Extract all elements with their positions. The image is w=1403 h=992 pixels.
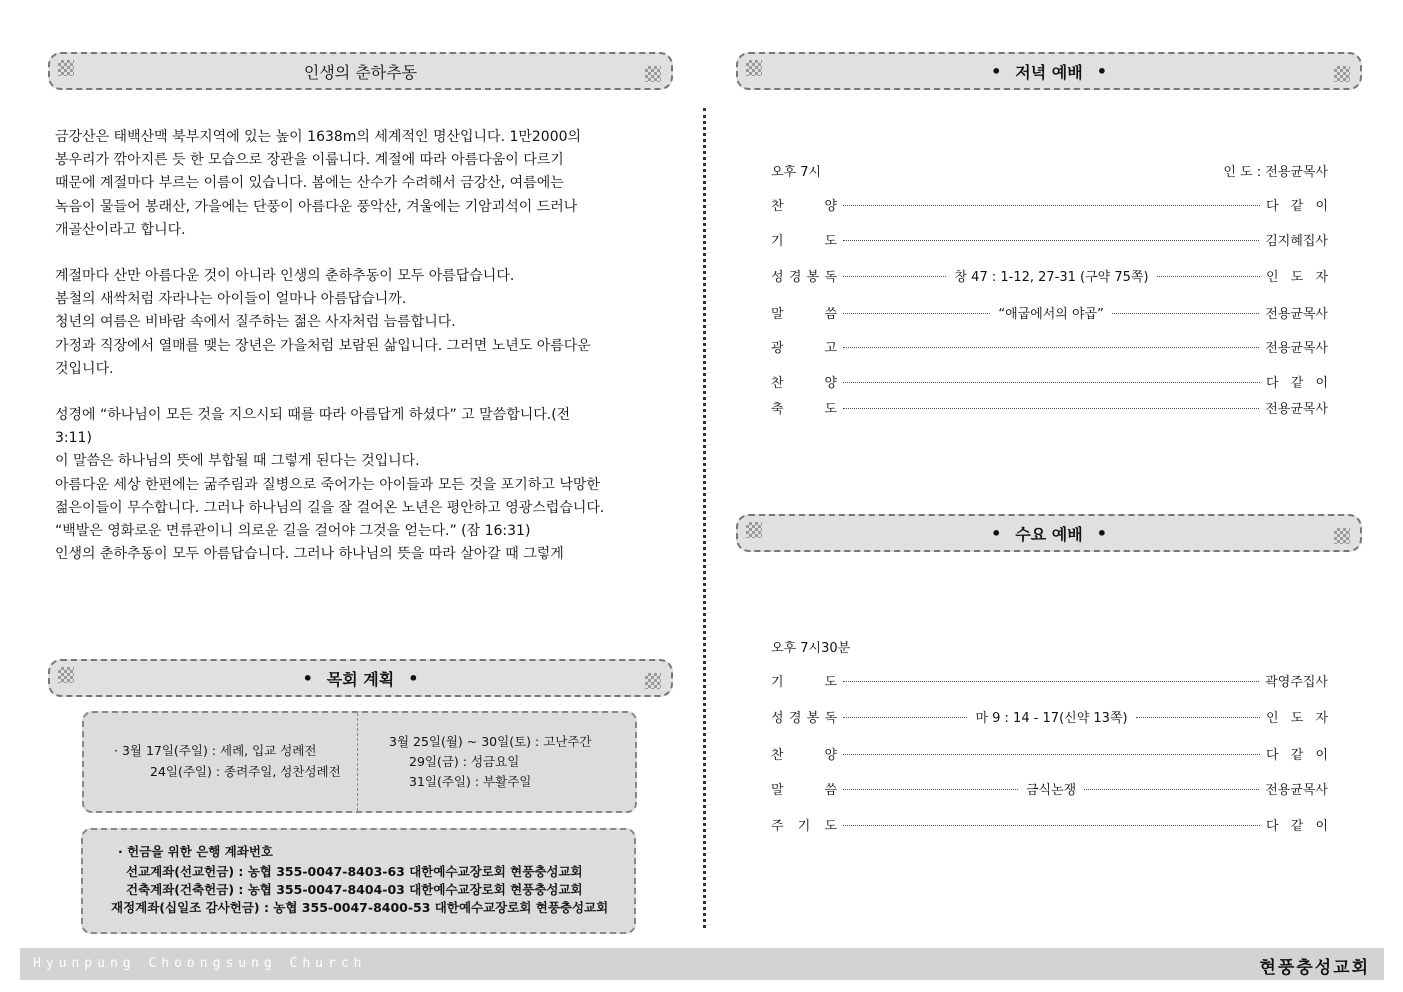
article-line: 봄철의 새싹처럼 자라나는 아이들이 얼마나 아름답습니까. — [55, 291, 407, 308]
service-item-person: 인 도 자 — [1266, 710, 1329, 726]
plan-item: 3월 25일(월) ~ 30일(토) : 고난주간 — [389, 734, 592, 749]
plan-left-column — [84, 713, 358, 811]
service-item-label: 기 도 — [771, 233, 837, 249]
service-item-person: 다 같 이 — [1266, 747, 1328, 763]
service-item-detail: 금식논쟁 — [1025, 782, 1077, 798]
leader-dots — [843, 382, 1260, 383]
footer-church-name-english: Hyunpung Choongsung Church — [33, 956, 367, 971]
pattern-corner-icon — [746, 60, 762, 76]
evening-leader: 인 도 : 전용균목사 — [1223, 164, 1328, 180]
service-item-label: 말 씀 — [771, 782, 837, 798]
plan-item: 31일(주일) : 부활주일 — [409, 774, 532, 789]
leader-dots — [1112, 313, 1259, 314]
service-row — [771, 371, 1328, 391]
bank-title: · 헌금을 위한 은행 계좌번호 — [118, 844, 273, 859]
bullet-icon: • — [991, 61, 1002, 81]
bullet-icon: • — [1096, 61, 1107, 81]
service-row — [771, 814, 1328, 834]
service-item-label: 주 기 도 — [771, 818, 837, 834]
leader-dots — [843, 240, 1259, 241]
service-item-person: 다 같 이 — [1266, 818, 1328, 834]
service-item-label: 축 도 — [771, 401, 837, 417]
service-item-person: 전용균목사 — [1265, 340, 1328, 356]
article-line: 것입니다. — [55, 360, 114, 377]
evening-order-of-service — [771, 160, 1328, 420]
wednesday-worship-header — [736, 514, 1362, 552]
article-line: 이 말씀은 하나님의 뜻에 부합될 때 그렇게 된다는 것입니다. — [55, 453, 420, 470]
leader-dots — [843, 825, 1260, 826]
bullet-icon: • — [302, 668, 313, 688]
article-line: 아름다운 세상 한편에는 굶주림과 질병으로 죽어가는 아이들과 모든 것을 포기하고 낙망한 — [55, 476, 600, 493]
service-item-label: 기 도 — [771, 674, 837, 690]
evening-worship-header — [736, 52, 1362, 90]
service-row — [771, 706, 1328, 726]
pattern-corner-icon — [58, 60, 74, 76]
plan-item: 24일(주일) : 종려주일, 성찬성례전 — [150, 764, 341, 779]
bank-line: 선교계좌(선교헌금) : 농협 355-0047-8403-63 대한예수교장로회 현풍충성교회 — [126, 864, 583, 879]
article-line: 때문에 계절마다 부르는 이름이 있습니다. 봄에는 산수가 수려해서 금강산, 여름에는 — [55, 175, 564, 192]
column-divider — [703, 108, 706, 928]
service-item-detail: “애굽에서의 야곱” — [998, 306, 1104, 322]
evening-time-line — [771, 160, 1328, 180]
bank-line: 재정계좌(십일조 감사헌금) : 농협 355-0047-8400-53 대한예수교장로회 현풍충성교회 — [111, 900, 609, 915]
service-row — [771, 778, 1328, 798]
plan-right-column — [358, 713, 635, 811]
evening-time: 오후 7시 — [771, 164, 822, 180]
pastoral-plan-title: 목회 계획 — [326, 669, 395, 689]
article-line: 금강산은 태백산맥 북부지역에 있는 높이 1638m의 세계적인 명산입니다. 1만2000의 — [55, 129, 582, 145]
wednesday-time: 오후 7시30분 — [771, 640, 851, 656]
pattern-corner-icon — [58, 667, 74, 683]
service-row — [771, 397, 1328, 417]
service-item-label: 찬 양 — [771, 375, 837, 391]
pastoral-plan-box — [82, 711, 637, 813]
service-item-person: 김지혜집사 — [1265, 233, 1328, 249]
service-item-person: 전용균목사 — [1265, 782, 1328, 798]
pattern-corner-icon — [645, 673, 661, 689]
leader-dots — [843, 313, 990, 314]
leader-dots — [843, 276, 946, 277]
leader-dots — [843, 717, 967, 718]
wednesday-worship-title: 수요 예배 — [1015, 524, 1083, 544]
article-header — [48, 52, 673, 90]
article-line: 성경에 “하나님이 모든 것을 지으시되 때를 따라 아름답게 하셨다” 고 말씀합니다.(전 — [55, 407, 571, 424]
leader-dots — [843, 347, 1259, 348]
evening-worship-title: 저녁 예배 — [1015, 62, 1083, 82]
service-item-label: 찬 양 — [771, 747, 837, 763]
footer-bar — [20, 948, 1384, 980]
service-item-label: 말 씀 — [771, 306, 837, 322]
service-item-label: 성 경 봉 독 — [771, 710, 837, 726]
service-item-person: 다 같 이 — [1266, 198, 1328, 214]
article-line: 청년의 여름은 비바람 속에서 질주하는 젊은 사자처럼 늠름합니다. — [55, 314, 456, 331]
article-line: 녹음이 물들어 봉래산, 가을에는 단풍이 아름다운 풍악산, 겨울에는 기암괴석이 드러나 — [55, 198, 578, 215]
article-title: 인생의 춘하추동 — [303, 62, 418, 82]
leader-dots — [1084, 789, 1259, 790]
article-line: 인생의 춘하추동이 모두 아름답습니다. 그러나 하나님의 뜻을 따라 살아갈 때 그렇게 — [55, 546, 564, 563]
leader-dots — [1157, 276, 1260, 277]
bank-account-box — [81, 828, 636, 934]
pattern-corner-icon — [645, 66, 661, 82]
wednesday-order-of-service — [771, 636, 1328, 836]
article-line: 개골산이라고 합니다. — [55, 221, 186, 238]
leader-dots — [843, 408, 1259, 409]
leader-dots — [843, 789, 1018, 790]
pattern-corner-icon — [1334, 528, 1350, 544]
service-item-label: 광 고 — [771, 340, 837, 356]
leader-dots — [843, 754, 1260, 755]
pattern-corner-icon — [746, 522, 762, 538]
wednesday-time-line — [771, 636, 1328, 656]
service-item-person: 다 같 이 — [1266, 375, 1328, 391]
service-row — [771, 229, 1328, 249]
leader-dots — [843, 205, 1260, 206]
plan-item: 29일(금) : 성금요일 — [409, 754, 520, 769]
pastoral-plan-header — [48, 659, 673, 697]
service-item-label: 성 경 봉 독 — [771, 269, 837, 285]
leader-dots — [843, 681, 1259, 682]
article-line: 봉우리가 깎아지른 듯 한 모습으로 장관을 이룹니다. 계절에 따라 아름다움이 다르기 — [55, 152, 564, 169]
paragraph-gap — [55, 381, 645, 404]
leader-dots — [1136, 717, 1260, 718]
service-row — [771, 743, 1328, 763]
plan-item: · 3월 17일(주일) : 세례, 입교 성례전 — [114, 743, 317, 758]
service-item-detail: 창 47 : 1-12, 27-31 (구약 75쪽) — [954, 269, 1149, 285]
service-row — [771, 302, 1328, 322]
bullet-icon: • — [408, 668, 419, 688]
bullet-icon: • — [1096, 523, 1107, 543]
service-item-person: 인 도 자 — [1266, 269, 1329, 285]
article-line: “백발은 영화로운 면류관이니 의로운 길을 걸어야 그것을 얻는다.” (잠 16:31) — [55, 523, 531, 540]
article-line: 젊은이들이 무수합니다. 그러나 하나님의 길을 잘 걸어온 노년은 평안하고 영광스럽습니다. — [55, 499, 605, 516]
service-row — [771, 265, 1328, 285]
pattern-corner-icon — [1334, 66, 1350, 82]
paragraph-gap — [55, 242, 645, 265]
service-item-person: 곽영주집사 — [1265, 674, 1328, 690]
service-item-person: 전용균목사 — [1265, 306, 1328, 322]
bank-line: 건축계좌(건축헌금) : 농협 355-0047-8404-03 대한예수교장로회 현풍충성교회 — [126, 882, 583, 897]
article-line: 계절마다 산만 아름다운 것이 아니라 인생의 춘하추동이 모두 아름답습니다. — [55, 268, 515, 285]
article-body — [55, 126, 645, 566]
article-line: 가정과 직장에서 열매를 맺는 장년은 가을처럼 보람된 삶입니다. 그러면 노년도 아름다운 — [55, 337, 591, 354]
service-item-label: 찬 양 — [771, 198, 837, 214]
article-line: 3:11) — [55, 430, 92, 447]
service-row — [771, 336, 1328, 356]
bullet-icon: • — [991, 523, 1002, 543]
footer-church-name-korean: 현풍충성교회 — [1259, 958, 1370, 978]
service-item-detail: 마 9 : 14 - 17(신약 13쪽) — [975, 710, 1128, 726]
service-item-person: 전용균목사 — [1265, 401, 1328, 417]
service-row — [771, 670, 1328, 690]
service-row — [771, 194, 1328, 214]
